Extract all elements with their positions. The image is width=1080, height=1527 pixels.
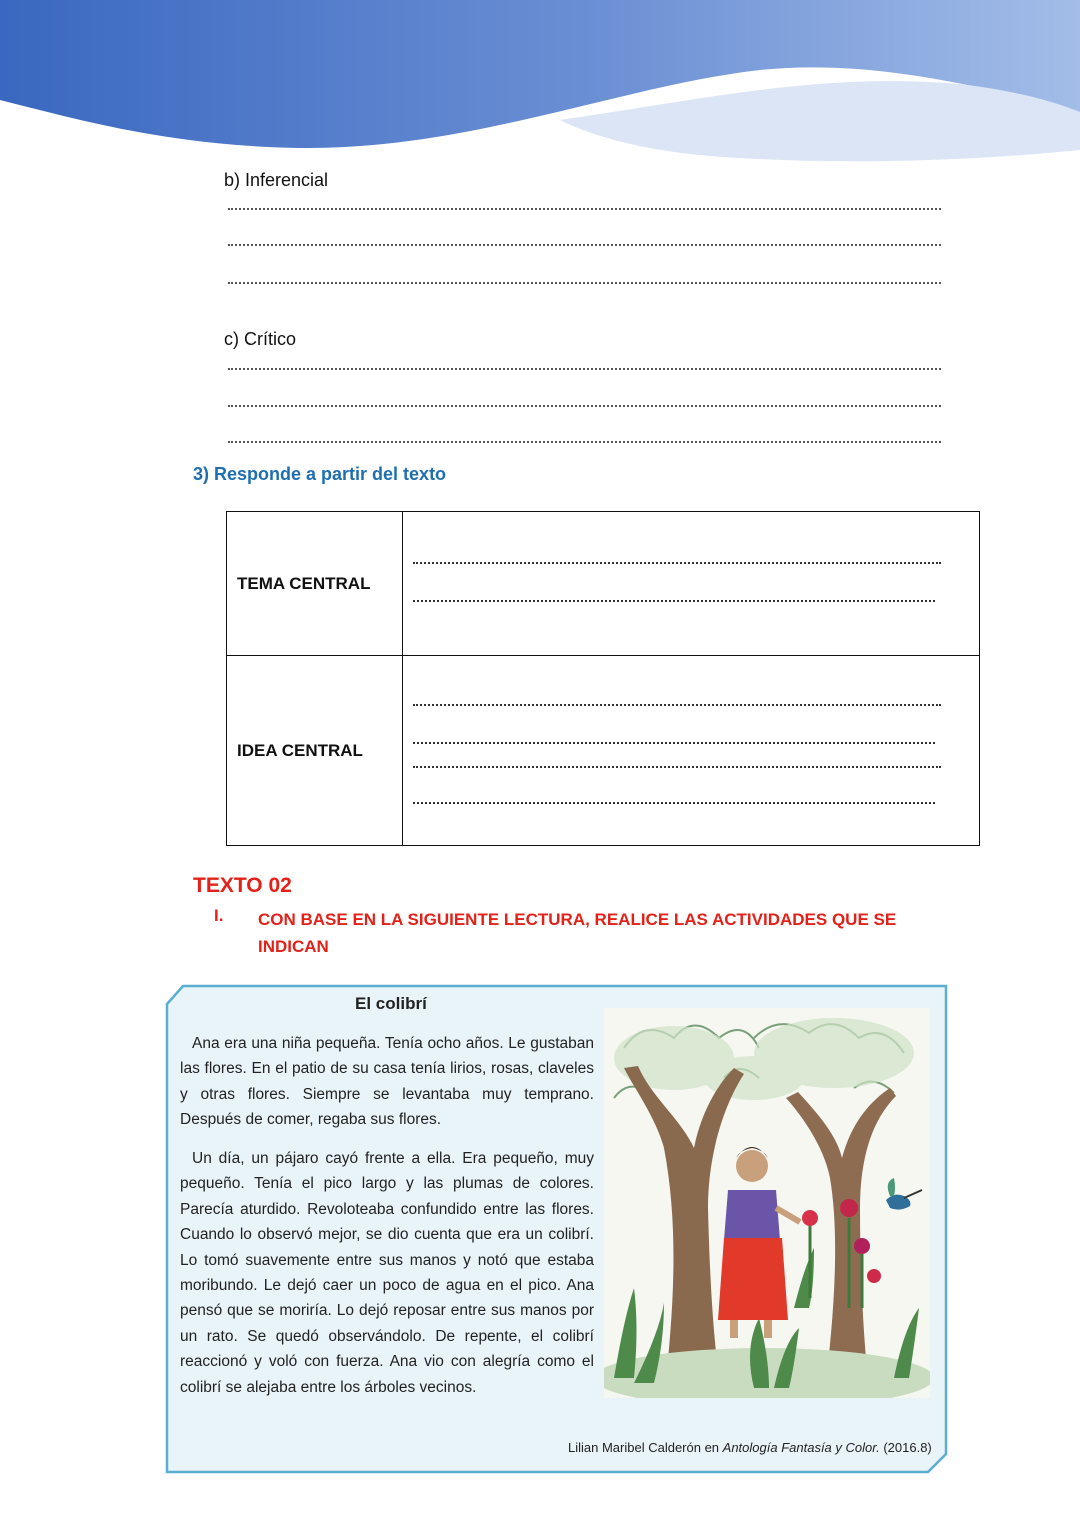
story-paragraph-2: Un día, un pájaro cayó frente a ella. Era pequeño, muy pequeño. Tenía el pico largo y las plumas de colores. Parecía aturdido. Revoloteaba confundido entre las flores. Cuando lo observó mejor, se dio cuenta que era un colibrí. Lo tomó suavemente entre sus manos y notó que estaba moribundo. Le dejó caer un poco de agua en el pico. Ana pensó que se moriría. Lo dejó reposar entre sus manos por un rato. Se quedó observándolo. De repente, el colibrí reaccionó y voló con fuerza. Ana vio con alegría como el colibrí se alejaba entre los árboles vecinos. <box>180 1150 594 1396</box>
answer-line[interactable] <box>413 742 935 744</box>
section-b-label: b) Inferencial <box>224 170 329 190</box>
answer-line[interactable] <box>413 600 935 602</box>
story-title: El colibrí <box>355 994 427 1013</box>
idea-central-label: IDEA CENTRAL <box>227 656 403 846</box>
reading-credit <box>568 1440 932 1455</box>
answer-line[interactable] <box>228 368 941 370</box>
credit-author: Lilian Maribel Calderón en <box>568 1440 723 1455</box>
answer-line[interactable] <box>228 244 941 246</box>
answer-line[interactable] <box>413 562 941 564</box>
header-wave-banner <box>0 0 1080 170</box>
answer-line[interactable] <box>228 405 941 407</box>
table-row <box>227 656 980 846</box>
tema-central-answer[interactable] <box>403 512 980 656</box>
question-3-heading: 3) Responde a partir del texto <box>193 464 447 484</box>
instruction-text: CON BASE EN LA SIGUIENTE LECTURA, REALICE LAS ACTIVIDADES QUE SE INDICAN <box>258 910 897 956</box>
texto-02-title: TEXTO 02 <box>193 874 292 897</box>
answer-line[interactable] <box>413 802 935 804</box>
girl-and-hummingbird-illustration <box>604 1008 930 1398</box>
answer-line[interactable] <box>228 282 941 284</box>
tema-central-label: TEMA CENTRAL <box>227 512 403 656</box>
credit-work: Antología Fantasía y Color. <box>722 1440 880 1455</box>
idea-central-answer[interactable] <box>403 656 980 846</box>
response-table <box>226 511 980 846</box>
instruction-number: I. <box>214 906 224 925</box>
answer-line[interactable] <box>413 766 941 768</box>
story-paragraph-1: Ana era una niña pequeña. Tenía ocho años. Le gustaban las flores. En el patio de su casa tenía lirios, rosas, claveles y otras flores. Siempre se levantaba muy temprano. Después de comer, regaba sus flores. <box>180 1035 594 1129</box>
answer-line[interactable] <box>228 208 941 210</box>
answer-line[interactable] <box>228 441 941 443</box>
section-c-label: c) Crítico <box>224 329 296 349</box>
answer-line[interactable] <box>413 704 941 706</box>
credit-year: (2016.8) <box>879 1440 932 1455</box>
table-row <box>227 512 980 656</box>
